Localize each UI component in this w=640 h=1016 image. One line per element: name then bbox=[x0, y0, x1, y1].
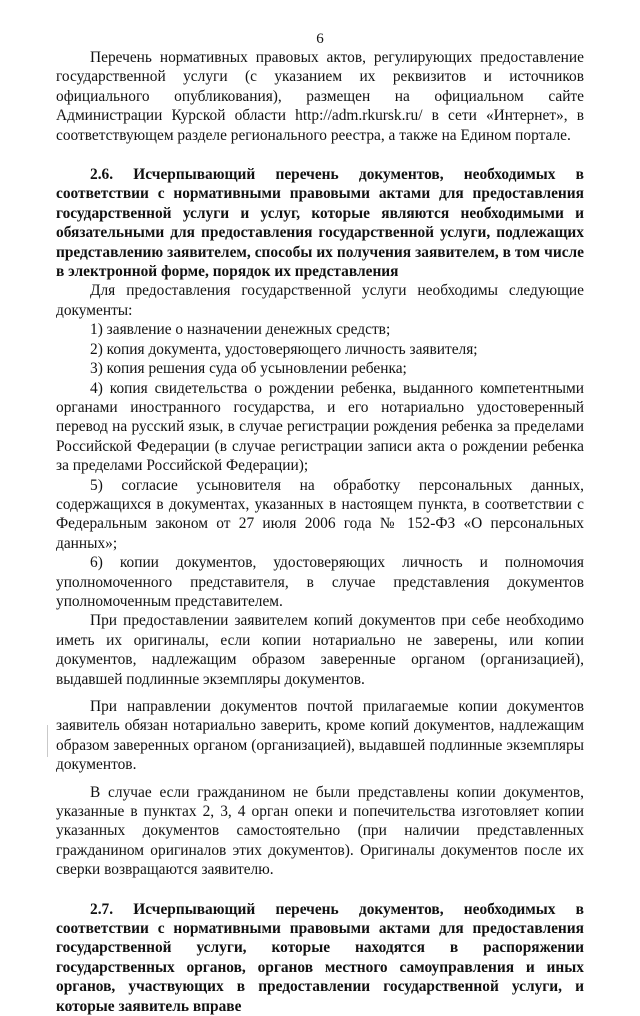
list-item-1: 1) заявление о назначении денежных средств; bbox=[90, 321, 391, 339]
section-heading-2-6: 2.6. Исчерпывающий перечень документов, необходимых в соответствии с нормативными правовыми актами для предоставления государственной услуги и услуг, которые являются необходимыми и обязательными для предоставления государственной услуги, подлежащих представлению заявителем, способы их получения заявителем, в том числе в электронной форме, порядок их представления bbox=[56, 166, 584, 281]
margin-mark bbox=[47, 725, 48, 757]
paragraph-legal-acts: Перечень нормативных правовых актов, регулирующих предоставление государственной услуги (с указанием их реквизитов и источников официального опубликования), размещен на официальном сайте Администрации Курской области http://adm.rkursk.ru/ в сети «Интернет», в соответствующем разделе регионального реестра, а также на Едином портале. bbox=[56, 49, 584, 144]
page-number: 6 bbox=[316, 31, 324, 47]
paragraph-postal: При направлении документов почтой прилагаемые копии документов заявитель обязан нотариально заверить, кроме копий документов, надлежащим образом заверенных органом (организацией), выдавшей подлинные экземпляры документов. bbox=[56, 698, 584, 774]
list-item-4: 4) копия свидетельства о рождении ребенка, выданного компетентными органами иностранного государства, и его нотариально удостоверенный перевод на русский язык, в случае регистрации рождения ребенка за пределами Российской Федерации (в случае регистрации записи акта о рождении ребенка за пределами Российской Федерации); bbox=[56, 379, 584, 475]
list-item-6: 6) копии документов, удостоверяющих личность и полномочия уполномоченного представителя, в случае представления документов уполномоченным представителем. bbox=[56, 554, 584, 610]
list-item-5: 5) согласие усыновителя на обработку персональных данных, содержащихся в документах, указанных в настоящем пункта, в соответствии с Федеральным законом от 27 июля 2006 года № 152-ФЗ «О персональных данных»; bbox=[56, 476, 584, 552]
paragraph-copies: В случае если гражданином не были представлены копии документов, указанные в пунктах 2, 3, 4 орган опеки и попечительства изготовляет копии указанных документов самостоятельно (при наличии представленных гражданином оригиналов этих документов). Оригиналы документов после их сверки возвращаются заявителю. bbox=[56, 783, 584, 879]
paragraph-documents-intro: Для предоставления государственной услуги необходимы следующие документы: bbox=[56, 282, 584, 319]
page-body bbox=[56, 48, 584, 1016]
paragraph-originals: При предоставлении заявителем копий документов при себе необходимо иметь их оригиналы, если копии нотариально не заверены, или копии документов, надлежащим образом заверенные органом (организацией), выдавшей подлинные экземпляры документов. bbox=[56, 612, 584, 688]
list-item-2: 2) копия документа, удостоверяющего личность заявителя; bbox=[90, 340, 478, 358]
list-item-3: 3) копия решения суда об усыновлении ребенка; bbox=[90, 360, 407, 378]
section-heading-2-7: 2.7. Исчерпывающий перечень документов, необходимых в соответствии с нормативными правовыми актами для предоставления государственной услуги, которые находятся в распоряжении государственных органов, органов местного самоуправления и иных органов, участвующих в предоставлении государственной услуги, и которые заявитель вправе bbox=[56, 900, 584, 1015]
